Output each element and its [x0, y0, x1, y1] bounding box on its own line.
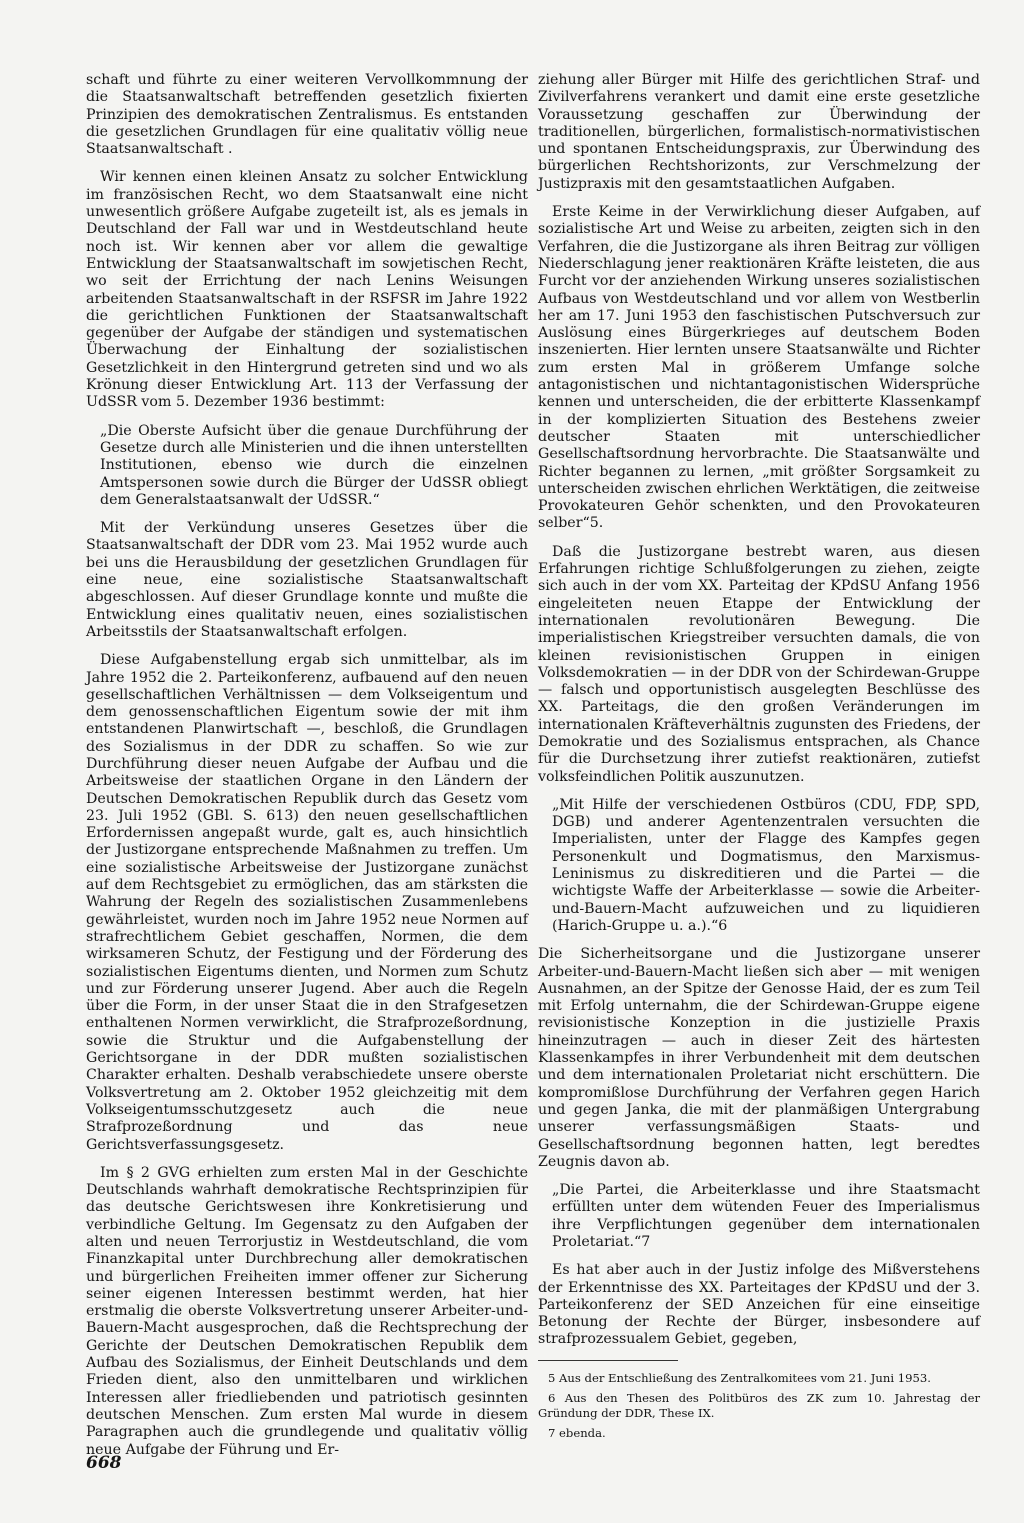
paragraph: Diese Aufgabenstellung ergab sich unmittelbar, als im Jahre 1952 die 2. Parteikonferenz, aufbauend auf den neuen gesellschaftlichen Verhältnissen — dem Volkseigentum und dem genossenschaftlichen Eigentum sowie der mit ihm entstandenen Planwirtschaft —, beschloß, die Grundlagen des Sozialismus in der DDR zu schaffen. So wie zur Durchführung dieser neuen Aufgabe der Aufbau und die Arbeitsweise der staatlichen Organe in den Ländern der Deutschen Demokratischen Republik durch das Gesetz vom 23. Juli 1952 (GBl. S. 613) den neuen gesellschaftlichen Erfordernissen angepaßt wurde, galt es, auch hinsichtlich der Justizorgane entsprechende Maßnahmen zu treffen. Um eine sozialistische Arbeitsweise der Justizorgane zunächst auf dem Rechtsgebiet zu ermöglichen, das am stärksten die Wahrung der Regeln des sozialistischen Zusammenlebens gewährleistet, wurden noch im Jahre 1952 neue Normen auf strafrechtlichem Gebiet geschaffen, Normen, die dem wirksameren Schutz, der Festigung und der Förderung des sozialistischen Eigentums dienten, und Normen zum Schutz und zur Förderung unserer Jugend. Aber auch die Regeln über die Form, in der unser Staat die in den Strafgesetzen enthaltenen Normen verwirklicht, die Strafprozeßordnung, sowie die Struktur und die Aufgabenstellung der Gerichtsorgane in der DDR mußten sozialistischen Charakter erhalten. Deshalb verabschiedete unsere oberste Volksvertretung am 2. Oktober 1952 gleichzeitig mit dem Volkseigentumsschutzgesetz auch die neue Strafprozeßordnung und das neue Gerichtsverfassungsgesetz.	[86, 652, 528, 1153]
paragraph: schaft und führte zu einer weiteren Vervollkommnung der die Staatsanwaltschaft betreffenden gesetzlich fixierten Prinzipien des demokratischen Zentralismus. Es entstanden die gesetzlichen Grundlagen für eine qualitativ völlig neue Staatsanwaltschaft .	[86, 72, 528, 158]
block-quote: „Mit Hilfe der verschiedenen Ostbüros (CDU, FDP, SPD, DGB) und anderer Agentenzentralen versuchten die Imperialisten, unter der Flagge des Kampfes gegen Personenkult und Dogmatismus, den Marxismus-Leninismus zu diskreditieren und die Partei — die wichtigste Waffe der Arbeiterklasse — sowie die Arbeiter-und-Bauern-Macht aufzuweichen und zu liquidieren (Harich-Gruppe u. a.).“6	[552, 796, 980, 934]
footnote: 6 Aus den Thesen des Politbüros des ZK zum 10. Jahrestag der Gründung der DDR, These IX.	[538, 1391, 980, 1420]
paragraph: Wir kennen einen kleinen Ansatz zu solcher Entwicklung im französischen Recht, wo dem Staatsanwalt eine nicht unwesentlich größere Aufgabe zugeteilt ist, als es jemals in Deutschland der Fall war und in Westdeutschland heute noch ist. Wir kennen aber vor allem die gewaltige Entwicklung der Staatsanwaltschaft im sowjetischen Recht, wo seit der Errichtung der nach Lenins Weisungen arbeitenden Staatsanwaltschaft in der RSFSR im Jahre 1922 die gerichtlichen Funktionen der Staatsanwaltschaft gegenüber der Aufgabe der ständigen und systematischen Überwachung der Einhaltung der sozialistischen Gesetzlichkeit in den Hintergrund getreten sind und wo als Krönung dieser Entwicklung Art. 113 der Verfassung der UdSSR vom 5. Dezember 1936 bestimmt:	[86, 169, 528, 411]
page-number: 668	[86, 1453, 122, 1473]
paragraph: Im § 2 GVG erhielten zum ersten Mal in der Geschichte Deutschlands wahrhaft demokratische Rechtsprinzipien für das deutsche Gerichtswesen ihre Konkretisierung und verbindliche Geltung. Im Gegensatz zu den Aufgaben der alten und neuen Terrorjustiz in Westdeutschland, die vom Finanzkapital unter Durchbrechung aller demokratischen und bürgerlichen Freiheiten immer offener zur Sicherung seiner eigenen Interessen bestimmt werden, hat hier erstmalig die oberste Volksvertretung unserer Arbeiter-und-Bauern-Macht ausgesprochen, daß die Rechtsprechung der Gerichte der Deutschen Demokratischen Republik dem Aufbau des Sozialismus, der Einheit Deutschlands und dem Frieden dient, also den unmittelbaren und wirklichen Interessen aller friedliebenden und patriotisch gesinnten deutschen Menschen. Zum ersten Mal wurde in diesem Paragraphen auch die grundlegende und qualitativ völlig neue Aufgabe der Führung und Er-	[86, 1164, 528, 1458]
block-quote: „Die Partei, die Arbeiterklasse und ihre Staatsmacht erfüllten unter dem wütenden Feuer des Imperialismus ihre Verpflichtungen gegenüber dem internationalen Proletariat.“7	[552, 1182, 980, 1250]
paragraph: Erste Keime in der Verwirklichung dieser Aufgaben, auf sozialistische Art und Weise zu arbeiten, zeigten sich in den Verfahren, die die Justizorgane als ihren Beitrag zur völligen Niederschlagung jener reaktionären Kräfte leisteten, die aus Furcht vor der anziehenden Wirkung unseres sozialistischen Aufbaus von Westdeutschland und vor allem von Westberlin her am 17. Juni 1953 den faschistischen Putschversuch zur Auslösung eines Bürgerkrieges auf deutschem Boden inszenierten. Hier lernten unsere Staatsanwälte und Richter zum ersten Mal in größerem Umfange solche antagonistischen und nichtantagonistischen Widersprüche kennen und unterscheiden, die der erbitterte Klassenkampf in der komplizierten Situation des Bestehens zweier deutscher Staaten mit unterschiedlicher Gesellschaftsordnung hervorbrachte. Die Staatsanwälte und Richter begannen zu lernen, „mit größter Sorgsamkeit zu unterscheiden zwischen ehrlichen Werktätigen, die zeitweise Provokateuren Gehör schenkten, und den Provokateuren selber“5.	[538, 204, 980, 532]
paragraph: Es hat aber auch in der Justiz infolge des Mißverstehens der Erkenntnisse des XX. Parteitages der KPdSU und der 3. Parteikonferenz der SED Anzeichen für eine einseitige Betonung der Rechte der Bürger, insbesondere auf strafprozessualem Gebiet, gegeben,	[538, 1262, 980, 1348]
footnote-divider	[538, 1360, 678, 1361]
paragraph: Die Sicherheitsorgane und die Justizorgane unserer Arbeiter-und-Bauern-Macht ließen sich aber — mit wenigen Ausnahmen, an der Spitze der Genosse Haid, der es zum Teil mit Erfolg unternahm, die der Schirdewan-Gruppe eigene revisionistische Konzeption in die justizielle Praxis hineinzutragen — auch in dieser Zeit des härtesten Klassenkampfes in ihrer Verbundenheit mit dem deutschen und dem internationalen Proletariat nicht erschüttern. Die kompromißlose Durchführung der Verfahren gegen Harich und gegen Janka, die mit der planmäßigen Untergrabung unserer verfassungsmäßigen Staats- und Gesellschaftsordnung begonnen hatten, legt beredtes Zeugnis davon ab.	[538, 946, 980, 1170]
paragraph: ziehung aller Bürger mit Hilfe des gerichtlichen Straf- und Zivilverfahrens verankert und damit eine erste gesetzliche Voraussetzung geschaffen zur Überwindung der traditionellen, bürgerlichen, formalistisch-normativistischen und spontanen Entscheidungspraxis, zur Überwindung des bürgerlichen Rechtshorizonts, zur Verschmelzung der Justizpraxis mit den gesamtstaatlichen Aufgaben.	[538, 72, 980, 192]
footnote: 7 ebenda.	[548, 1426, 606, 1441]
left-column	[86, 72, 528, 1470]
right-column	[538, 72, 980, 1447]
footnotes	[538, 1371, 980, 1441]
paragraph: Daß die Justizorgane bestrebt waren, aus diesen Erfahrungen richtige Schlußfolgerungen zu ziehen, zeigte sich auch in der vom XX. Parteitag der KPdSU Anfang 1956 eingeleiteten neuen Etappe der Entwicklung der internationalen revolutionären Bewegung. Die imperialistischen Kriegstreiber versuchten damals, die von kleinen revisionistischen Gruppen in einigen Volksdemokratien — in der DDR von der Schirdewan-Gruppe — falsch und opportunistisch ausgelegten Beschlüsse des XX. Parteitags, die den großen Veränderungen im internationalen Kräfteverhältnis zugunsten des Friedens, der Demokratie und des Sozialismus entsprachen, als Chance für die Durchsetzung ihrer zutiefst reaktionären, zutiefst volksfeindlichen Politik auszunutzen.	[538, 543, 980, 785]
paragraph: Mit der Verkündung unseres Gesetzes über die Staatsanwaltschaft der DDR vom 23. Mai 1952 wurde auch bei uns die Herausbildung der gesetzlichen Grundlagen für eine neue, eine sozialistische Staatsanwaltschaft abgeschlossen. Auf dieser Grundlage konnte und mußte die Entwicklung eines qualitativ neuen, eines sozialistischen Arbeitsstils der Staatsanwaltschaft erfolgen.	[86, 520, 528, 640]
footnote: 5 Aus der Entschließung des Zentralkomitees vom 21. Juni 1953.	[548, 1370, 931, 1385]
block-quote: „Die Oberste Aufsicht über die genaue Durchführung der Gesetze durch alle Ministerien und die ihnen unterstellten Institutionen, ebenso wie durch die einzelnen Amtspersonen sowie durch die Bürger der UdSSR obliegt dem Generalstaatsanwalt der UdSSR.“	[100, 422, 528, 508]
